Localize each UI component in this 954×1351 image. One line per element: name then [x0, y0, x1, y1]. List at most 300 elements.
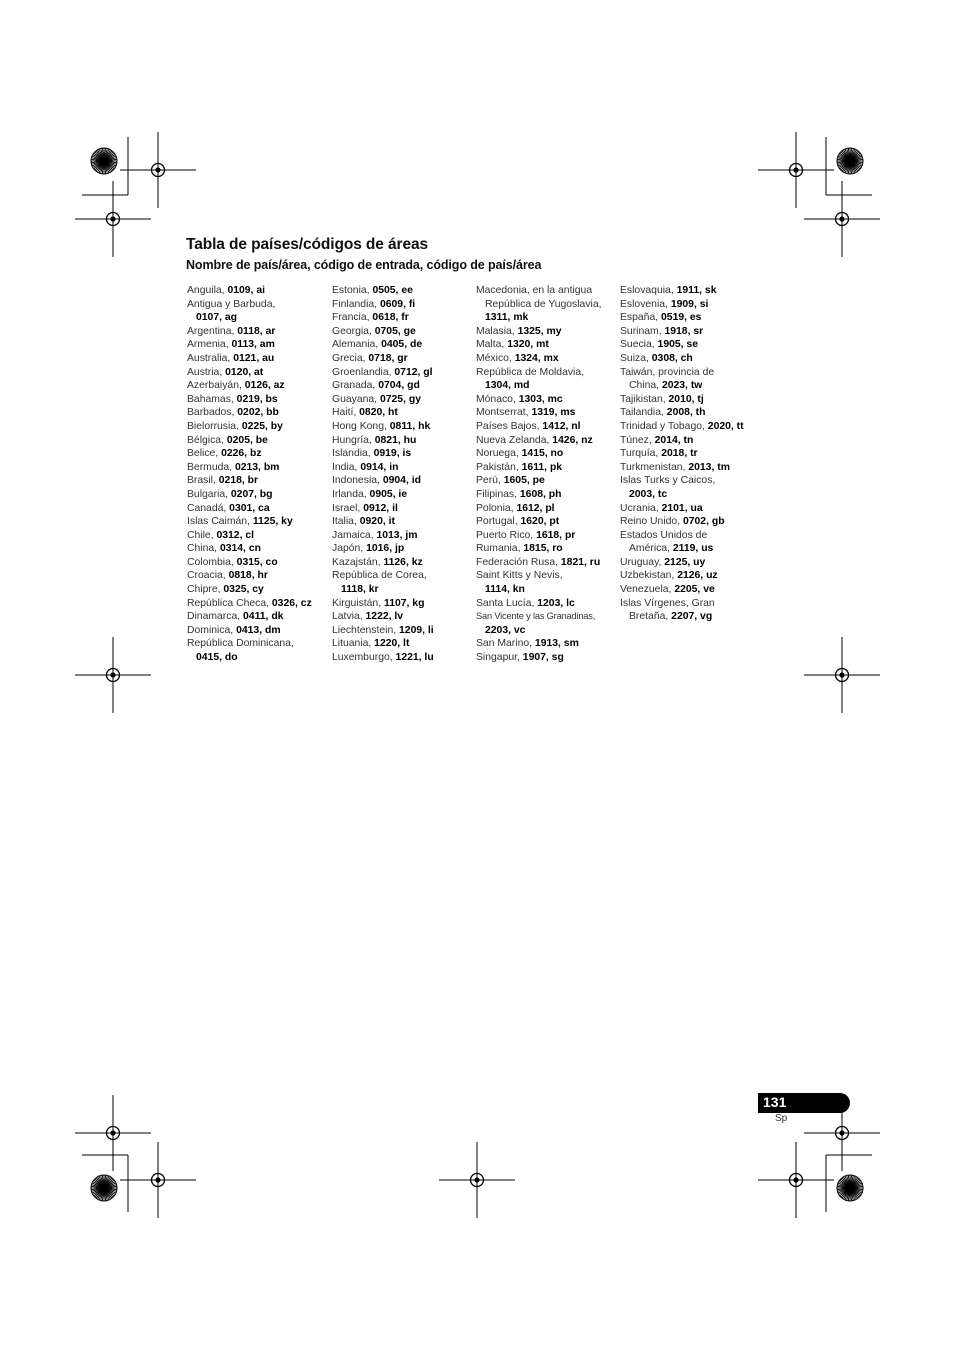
country-code: 2126, uz [677, 570, 718, 582]
entry-line [620, 515, 762, 529]
country-code: 1319, ms [531, 407, 576, 419]
country-name: Saint Kitts y Nevis, [476, 570, 563, 582]
country-code: 1118, kr [341, 584, 379, 596]
country-name: Federación Rusa, [476, 556, 561, 568]
country-column-4 [620, 284, 762, 624]
country-name: Estados Unidos de [620, 529, 708, 541]
country-code: 2205, ve [674, 584, 715, 596]
country-entry [620, 474, 762, 501]
country-code: 1605, pe [503, 475, 545, 487]
country-name-continued: Bretaña, [629, 611, 672, 623]
country-code: 1325, my [517, 325, 562, 337]
crosshair-dot [155, 1177, 160, 1182]
country-entry [332, 624, 474, 638]
entry-line [620, 502, 762, 516]
entry-line [332, 379, 474, 393]
country-entry [332, 298, 474, 312]
country-code: 2003, tc [629, 488, 668, 500]
country-name: Brasil, [187, 475, 219, 487]
crosshair-dot [110, 216, 115, 221]
country-entry [187, 502, 329, 516]
starburst-rays [91, 148, 117, 174]
country-name: Latvia, [332, 611, 366, 623]
country-entry [620, 352, 762, 366]
entry-line [620, 447, 762, 461]
country-entry [332, 284, 474, 298]
country-name: Ucrania, [620, 502, 662, 514]
entry-line [187, 393, 329, 407]
country-entry [332, 379, 474, 393]
page-title: Tabla de países/códigos de áreas [186, 236, 429, 253]
country-code: 0325, cy [223, 584, 264, 596]
country-code: 0818, hr [228, 570, 268, 582]
country-name: República de Corea, [332, 570, 427, 582]
country-name: Bahamas, [187, 393, 237, 405]
country-code: 0107, ag [196, 312, 238, 324]
country-entry [187, 379, 329, 393]
country-entry [620, 515, 762, 529]
country-entry [620, 597, 762, 624]
country-name: Nueva Zelanda, [476, 434, 553, 446]
country-entry [332, 610, 474, 624]
entry-line [332, 488, 474, 502]
country-code: 2018, tr [661, 448, 698, 460]
country-name: Italia, [332, 516, 360, 528]
country-code: 0914, in [360, 461, 399, 473]
entry-line [332, 284, 474, 298]
country-code: 1324, mx [514, 352, 559, 364]
country-name: Túnez, [620, 434, 655, 446]
crosshair-dot [839, 216, 844, 221]
country-name: Rumania, [476, 543, 524, 555]
country-code: 2119, us [672, 543, 714, 555]
country-entry [187, 529, 329, 543]
entry-line [187, 461, 329, 475]
country-name: Georgia, [332, 325, 375, 337]
page-number: 131 [763, 1094, 787, 1110]
country-code: 1016, jp [366, 543, 405, 555]
country-name: India, [332, 461, 361, 473]
country-name: Japón, [332, 543, 367, 555]
country-name: República de Moldavia, [476, 366, 585, 378]
entry-line [332, 637, 474, 651]
country-name: Tailandia, [620, 407, 667, 419]
entry-line [187, 583, 329, 597]
entry-line [620, 583, 762, 597]
country-entry [332, 325, 474, 339]
entry-line [620, 325, 762, 339]
country-code: 1222, lv [365, 611, 404, 623]
country-code: 1220, lt [374, 638, 410, 650]
country-entry [620, 569, 762, 583]
country-entry [187, 488, 329, 502]
country-code: 0905, ie [369, 488, 408, 500]
country-entry [620, 298, 762, 312]
country-code: 0609, fi [379, 298, 416, 310]
country-code: 1618, pr [536, 529, 576, 541]
entry-line [476, 338, 618, 352]
country-entry [187, 556, 329, 570]
entry-line [476, 597, 618, 611]
country-name: Croacia, [187, 570, 229, 582]
country-entry [332, 420, 474, 434]
entry-line [332, 311, 474, 325]
country-entry [476, 393, 618, 407]
country-name: Guayana, [332, 393, 380, 405]
country-entry [187, 325, 329, 339]
country-name: San Vicente y las Granadinas, [476, 611, 596, 622]
entry-line [187, 406, 329, 420]
entry-line [476, 420, 618, 434]
entry-line [332, 474, 474, 488]
country-code: 0413, dm [236, 624, 281, 636]
entry-line [620, 298, 762, 312]
country-code: 2207, vg [671, 611, 713, 623]
country-entry [332, 366, 474, 380]
country-code: 0618, fr [372, 312, 409, 324]
entry-line [187, 542, 329, 556]
entry-line [332, 447, 474, 461]
country-entry [332, 651, 474, 665]
country-name: Kirguistán, [332, 597, 384, 609]
country-entry [187, 542, 329, 556]
country-code: 1611, pk [521, 461, 563, 473]
country-code: 1412, nl [542, 420, 581, 432]
entry-line [187, 474, 329, 488]
country-entry [476, 434, 618, 448]
country-code: 0919, is [373, 448, 412, 460]
entry-line [187, 624, 329, 638]
country-name: España, [620, 312, 662, 324]
country-name: Suecia, [620, 339, 658, 351]
entry-line [187, 352, 329, 366]
country-entry [476, 474, 618, 488]
country-name: Eslovaquia, [620, 285, 677, 296]
country-entry [476, 529, 618, 543]
entry-line [620, 379, 762, 393]
entry-line [476, 583, 618, 597]
country-entry [476, 325, 618, 339]
country-code: 2010, tj [668, 393, 704, 405]
country-entry [187, 583, 329, 597]
country-code: 2023, tw [661, 380, 703, 392]
country-name: Trinidad y Tobago, [620, 420, 708, 432]
country-entry [187, 366, 329, 380]
country-code: 1126, kz [383, 556, 423, 568]
entry-line [476, 515, 618, 529]
country-code: 0702, gb [682, 516, 725, 528]
country-code: 0725, gy [379, 393, 421, 405]
country-name: Francia, [332, 312, 373, 324]
entry-line [620, 461, 762, 475]
entry-line [476, 325, 618, 339]
country-entry [476, 284, 618, 325]
entry-line [332, 461, 474, 475]
country-entry [476, 637, 618, 651]
country-code: 0704, gd [378, 380, 420, 392]
country-code: 1203, lc [537, 597, 575, 609]
country-entry [187, 338, 329, 352]
country-entry [332, 447, 474, 461]
country-name: Islas Caimán, [187, 516, 253, 528]
entry-line [332, 583, 474, 597]
country-code: 0301, ca [229, 502, 270, 514]
country-name: Mónaco, [476, 393, 519, 405]
country-name: Dinamarca, [187, 611, 244, 623]
country-name: China, [187, 543, 220, 555]
country-name: Dominica, [187, 624, 237, 636]
country-entry [187, 447, 329, 461]
country-name: Argentina, [187, 325, 238, 337]
country-entry [187, 284, 329, 298]
entry-line [187, 515, 329, 529]
entry-line [620, 338, 762, 352]
country-code: 0109, ai [227, 285, 265, 296]
country-name: Colombia, [187, 556, 237, 568]
country-code: 1821, ru [560, 556, 601, 568]
country-name-continued: República de Yugoslavia, [485, 298, 602, 310]
country-code: 1913, sm [534, 638, 579, 650]
country-name: México, [476, 352, 515, 364]
country-name: Pakistán, [476, 461, 522, 473]
country-entry [187, 352, 329, 366]
country-name: San Marino, [476, 638, 535, 650]
country-code: 0405, de [381, 339, 423, 351]
country-code: 0712, gl [394, 366, 433, 378]
entry-line [332, 624, 474, 638]
country-code: 2020, tt [707, 420, 744, 432]
country-name: Uzbekistan, [620, 570, 678, 582]
entry-line [187, 610, 329, 624]
country-entry [187, 461, 329, 475]
country-name: Groenlandia, [332, 366, 395, 378]
crosshair-dot [839, 672, 844, 677]
country-entry [332, 569, 474, 596]
entry-line [620, 393, 762, 407]
country-entry [620, 447, 762, 461]
country-entry [620, 583, 762, 597]
country-name: República Checa, [187, 597, 272, 609]
entry-line [187, 420, 329, 434]
country-name: Bielorrusia, [187, 420, 242, 432]
country-entry [620, 529, 762, 556]
country-entry [187, 474, 329, 488]
country-entry [332, 474, 474, 488]
country-name: Indonesia, [332, 475, 383, 487]
country-name: Islandia, [332, 448, 374, 460]
entry-line [187, 379, 329, 393]
country-entry [476, 556, 618, 570]
country-entry [620, 284, 762, 298]
country-entry [476, 352, 618, 366]
country-name: Portugal, [476, 516, 521, 528]
entry-line [332, 406, 474, 420]
entry-line [620, 542, 762, 556]
country-entry [476, 515, 618, 529]
country-entry [332, 461, 474, 475]
entry-line [476, 406, 618, 420]
country-name: Grecia, [332, 352, 369, 364]
country-name: República Dominicana, [187, 638, 294, 650]
country-name-continued: China, [629, 380, 662, 392]
entry-line [332, 597, 474, 611]
country-code: 1815, ro [523, 543, 563, 555]
country-entry [332, 502, 474, 516]
country-code: 1320, mt [507, 339, 549, 351]
country-code: 1311, mk [485, 312, 529, 324]
country-entry [332, 338, 474, 352]
country-name: Anguila, [187, 285, 228, 296]
country-code: 2008, th [666, 407, 706, 419]
country-name: Malta, [476, 339, 508, 351]
starburst-rays [91, 1175, 117, 1201]
country-code: 0121, au [233, 352, 275, 364]
country-entry [476, 597, 618, 611]
crosshair-dot [793, 167, 798, 172]
country-entry [476, 651, 618, 665]
country-code: 1221, lu [395, 652, 434, 664]
country-name: Canadá, [187, 502, 230, 514]
entry-line [187, 488, 329, 502]
page-subtitle: Nombre de país/área, código de entrada, código de país/área [186, 258, 542, 272]
country-entry [476, 461, 618, 475]
crosshair-dot [110, 672, 115, 677]
country-entry [187, 406, 329, 420]
country-entry [620, 338, 762, 352]
country-entry [332, 542, 474, 556]
country-entry [332, 556, 474, 570]
country-code: 0314, cn [219, 543, 261, 555]
entry-line [476, 637, 618, 651]
country-entry [187, 637, 329, 664]
starburst-rays [837, 148, 863, 174]
country-entry [620, 502, 762, 516]
country-code: 0202, bb [237, 407, 279, 419]
entry-line [187, 502, 329, 516]
country-code: 0126, az [244, 380, 285, 392]
entry-line [187, 325, 329, 339]
entry-line [332, 366, 474, 380]
country-code: 0811, hk [389, 420, 431, 432]
country-name: Austria, [187, 366, 226, 378]
country-entry [620, 461, 762, 475]
country-entry [332, 529, 474, 543]
country-name-continued: América, [629, 543, 673, 555]
country-entry [332, 488, 474, 502]
country-code: 0705, ge [374, 325, 416, 337]
entry-line [332, 502, 474, 516]
country-code: 1426, nz [552, 434, 593, 446]
country-entry [620, 393, 762, 407]
country-code: 0207, bg [230, 488, 273, 500]
country-name: Lituania, [332, 638, 375, 650]
country-code: 0113, am [231, 339, 275, 351]
country-name: Irlanda, [332, 488, 370, 500]
country-name: Hong Kong, [332, 420, 390, 432]
country-name: Belice, [187, 448, 222, 460]
country-code: 0920, it [359, 516, 395, 528]
country-name: Chipre, [187, 584, 224, 596]
country-name: Finlandia, [332, 298, 380, 310]
country-entry [332, 637, 474, 651]
entry-line [476, 474, 618, 488]
country-entry [187, 569, 329, 583]
country-name: Malasia, [476, 325, 518, 337]
entry-line [476, 556, 618, 570]
entry-line [332, 542, 474, 556]
country-name: Taiwán, provincia de [620, 366, 715, 378]
entry-line [476, 379, 618, 393]
country-code: 1918, sr [664, 325, 704, 337]
country-code: 0120, at [225, 366, 264, 378]
country-code: 1114, kn [485, 584, 525, 596]
country-name: Granada, [332, 380, 379, 392]
country-code: 1608, ph [519, 488, 562, 500]
entry-line [332, 434, 474, 448]
country-name: Bulgaria, [187, 488, 231, 500]
entry-line [332, 420, 474, 434]
country-name: Luxemburgo, [332, 652, 396, 664]
country-name: Armenia, [187, 339, 232, 351]
country-column-3 [476, 284, 618, 665]
country-code: 1911, sk [676, 285, 717, 296]
country-entry [476, 610, 618, 637]
country-entry [332, 393, 474, 407]
entry-line [187, 366, 329, 380]
country-code: 0411, dk [243, 611, 284, 623]
country-name: Turkmenistan, [620, 461, 689, 473]
entry-line [620, 610, 762, 624]
country-name: Países Bajos, [476, 420, 543, 432]
country-code: 0308, ch [651, 352, 693, 364]
country-name: Kazajstán, [332, 556, 384, 568]
country-name: Liechtenstein, [332, 624, 400, 636]
country-name: Islas Vírgenes, Gran [620, 597, 715, 609]
country-code: 0213, bm [234, 461, 280, 473]
country-name: Turquía, [620, 448, 662, 460]
country-name: Polonia, [476, 502, 517, 514]
country-code: 0312, cl [216, 529, 255, 541]
country-code: 0912, il [363, 502, 398, 514]
entry-line [476, 502, 618, 516]
country-code: 0218, br [218, 475, 259, 487]
country-name: Venezuela, [620, 584, 675, 596]
country-code: 0519, es [661, 312, 702, 324]
country-code: 1209, li [399, 624, 434, 636]
entry-line [332, 529, 474, 543]
entry-line [620, 420, 762, 434]
country-name: Haití, [332, 407, 360, 419]
country-entry [476, 488, 618, 502]
entry-line [332, 515, 474, 529]
country-entry [187, 515, 329, 529]
crosshair-dot [155, 167, 160, 172]
country-entry [187, 393, 329, 407]
entry-line [476, 311, 618, 325]
country-code: 2013, tm [688, 461, 730, 473]
entry-line [476, 461, 618, 475]
country-entry [476, 366, 618, 393]
entry-line [476, 434, 618, 448]
country-entry [187, 420, 329, 434]
entry-line [187, 447, 329, 461]
country-entry [476, 502, 618, 516]
country-code: 0118, ar [237, 325, 276, 337]
entry-line [187, 284, 329, 298]
language-label: Sp [775, 1113, 788, 1124]
country-name: Australia, [187, 352, 234, 364]
country-entry [620, 434, 762, 448]
